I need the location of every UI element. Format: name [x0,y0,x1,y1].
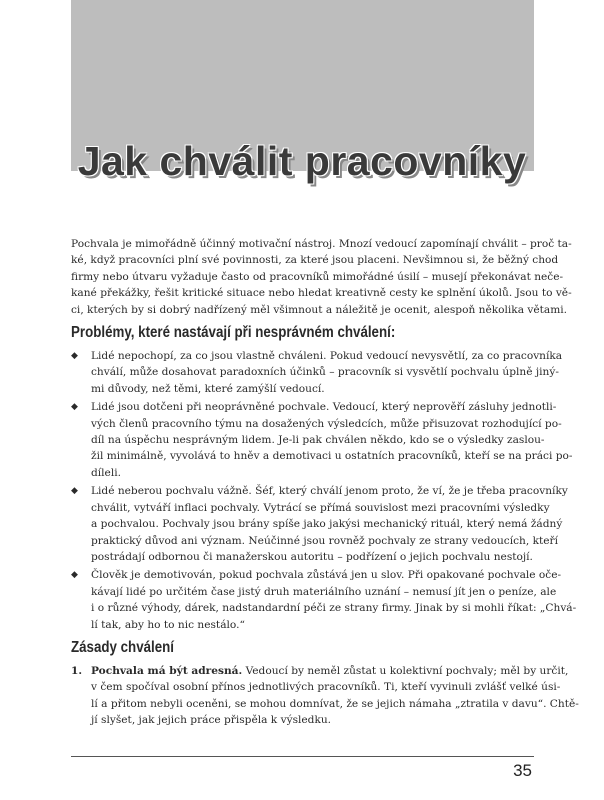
text-line [91,663,569,679]
page-content [71,236,579,729]
text-line: firmy nebo útvaru vyžaduje často od pracovníků mimořádné úsilí – musejí překonávat neče- [71,270,564,283]
text-line: díleli. [91,466,121,479]
intro-paragraph [71,236,572,318]
text-line: i o různé výhody, dárek, nadstandardní péči ze strany firmy. Jinak by si mohli říkat: „Chvá- [91,602,577,615]
list-item [71,348,563,397]
chapter-title: Jak chválit pracovníky [77,138,527,184]
text-line: vých členů pracovního týmu na dosažených výsledcích, může přisuzovat rozhodující po- [91,417,562,430]
text-line: kané překážky, řešit kritické situace nebo hledat kreativně cesty ke splnění úkolů. Jsou to vě- [71,287,572,300]
text-line: chválit, vytváří inflaci pochvaly. Vytrácí se přímá souvislost mezi pracovními výsledky [91,501,550,514]
text-line: Pochvala je mimořádně účinný motivační nástroj. Mnozí vedoucí zapomínají chválit – proč ta- [71,238,572,250]
item-text: Vedoucí by neměl zůstat u kolektivní pochvaly; měl by určit, [242,664,569,677]
principles-list [71,663,579,729]
text-line: Lidé jsou dotčeni při neoprávněné pochvale. Vedoucí, který neprověří zásluhy jednotli- [91,401,557,414]
text-line: žil minimálně, vyvolává to hněv a demotivaci u ostatních pracovníků, kteří se na práci po- [91,450,573,463]
page-number: 35 [513,761,532,780]
diamond-bullet-icon: ◆ [71,402,78,413]
section-heading-problems: Problémy, které nastávají při nesprávném chválení: [71,324,396,342]
footer-rule [71,756,534,757]
text-line: lí a přitom nebyli oceněni, se mohou domnívat, že se jejich námaha „ztratila v davu“. Chtě- [91,697,579,710]
text-line: praktický důvod ani význam. Neúčinné jsou rovněž pochvaly ze strany vedoucích, kteří [91,534,559,547]
text-line: chválí, může dosahovat paradoxních účinků – pracovník si vysvětlí pochvalu úplně jiný- [91,366,559,379]
text-line: kávají lidé po určitém čase jistý druh materiálního uznání – nemusí jít jen o peníze, ale [91,585,557,598]
list-item [71,399,573,481]
text-line: v čem spočíval osobní přínos jednotlivých pracovníků. Ti, kteří vyvinuli zvlášť velké úsi- [91,681,561,694]
text-line: Člověk je demotivován, pokud pochvala zůstává jen u slov. Při opakované pochvale oče- [91,569,562,582]
section-heading-principles: Zásady chválení [71,638,174,656]
text-line: postrádají odbornou či manažerskou autoritu – podřízení o jejich pochvalu nestojí. [91,550,533,563]
problems-list [71,348,577,633]
diamond-bullet-icon: ◆ [71,486,78,497]
text-line: ci, kterých by si dobrý nadřízený měl všimnout a náležitě je ocenit, alespoň několika větami. [71,303,568,316]
list-item [71,483,568,565]
diamond-bullet-icon: ◆ [71,351,78,362]
text-line: lí tak, aby ho to nic nestálo.“ [91,618,245,631]
text-line: mi důvody, než těmi, které zamýšlí vedoucí. [91,382,325,395]
text-line: Lidé neberou pochvalu vážně. Šéf, který chválí jenom proto, že ví, že je třeba pracovníky [91,485,568,498]
text-line: díl na úspěchu nesprávným lidem. Je-li pak chválen někdo, kdo se o výsledky zaslou- [91,434,545,447]
diamond-bullet-icon: ◆ [71,570,78,581]
item-number: 1. [71,664,83,677]
list-item [71,567,577,633]
numbered-item [71,663,579,729]
text-line: ké, když pracovníci plní své povinnosti, za které jsou placeni. Nevšimnou si, že běžný chod [71,254,559,267]
text-line: a pochvalou. Pochvaly jsou brány spíše jako jakýsi mechanický rituál, který nemá žádný [91,518,563,531]
text-line: Lidé nepochopí, za co jsou vlastně chváleni. Pokud vedoucí nevysvětlí, za co pracovníka [91,350,563,363]
item-lead: Pochvala má být adresná. [91,664,243,677]
text-line: jí slyšet, jak jejich práce přispěla k výsledku. [91,714,332,727]
